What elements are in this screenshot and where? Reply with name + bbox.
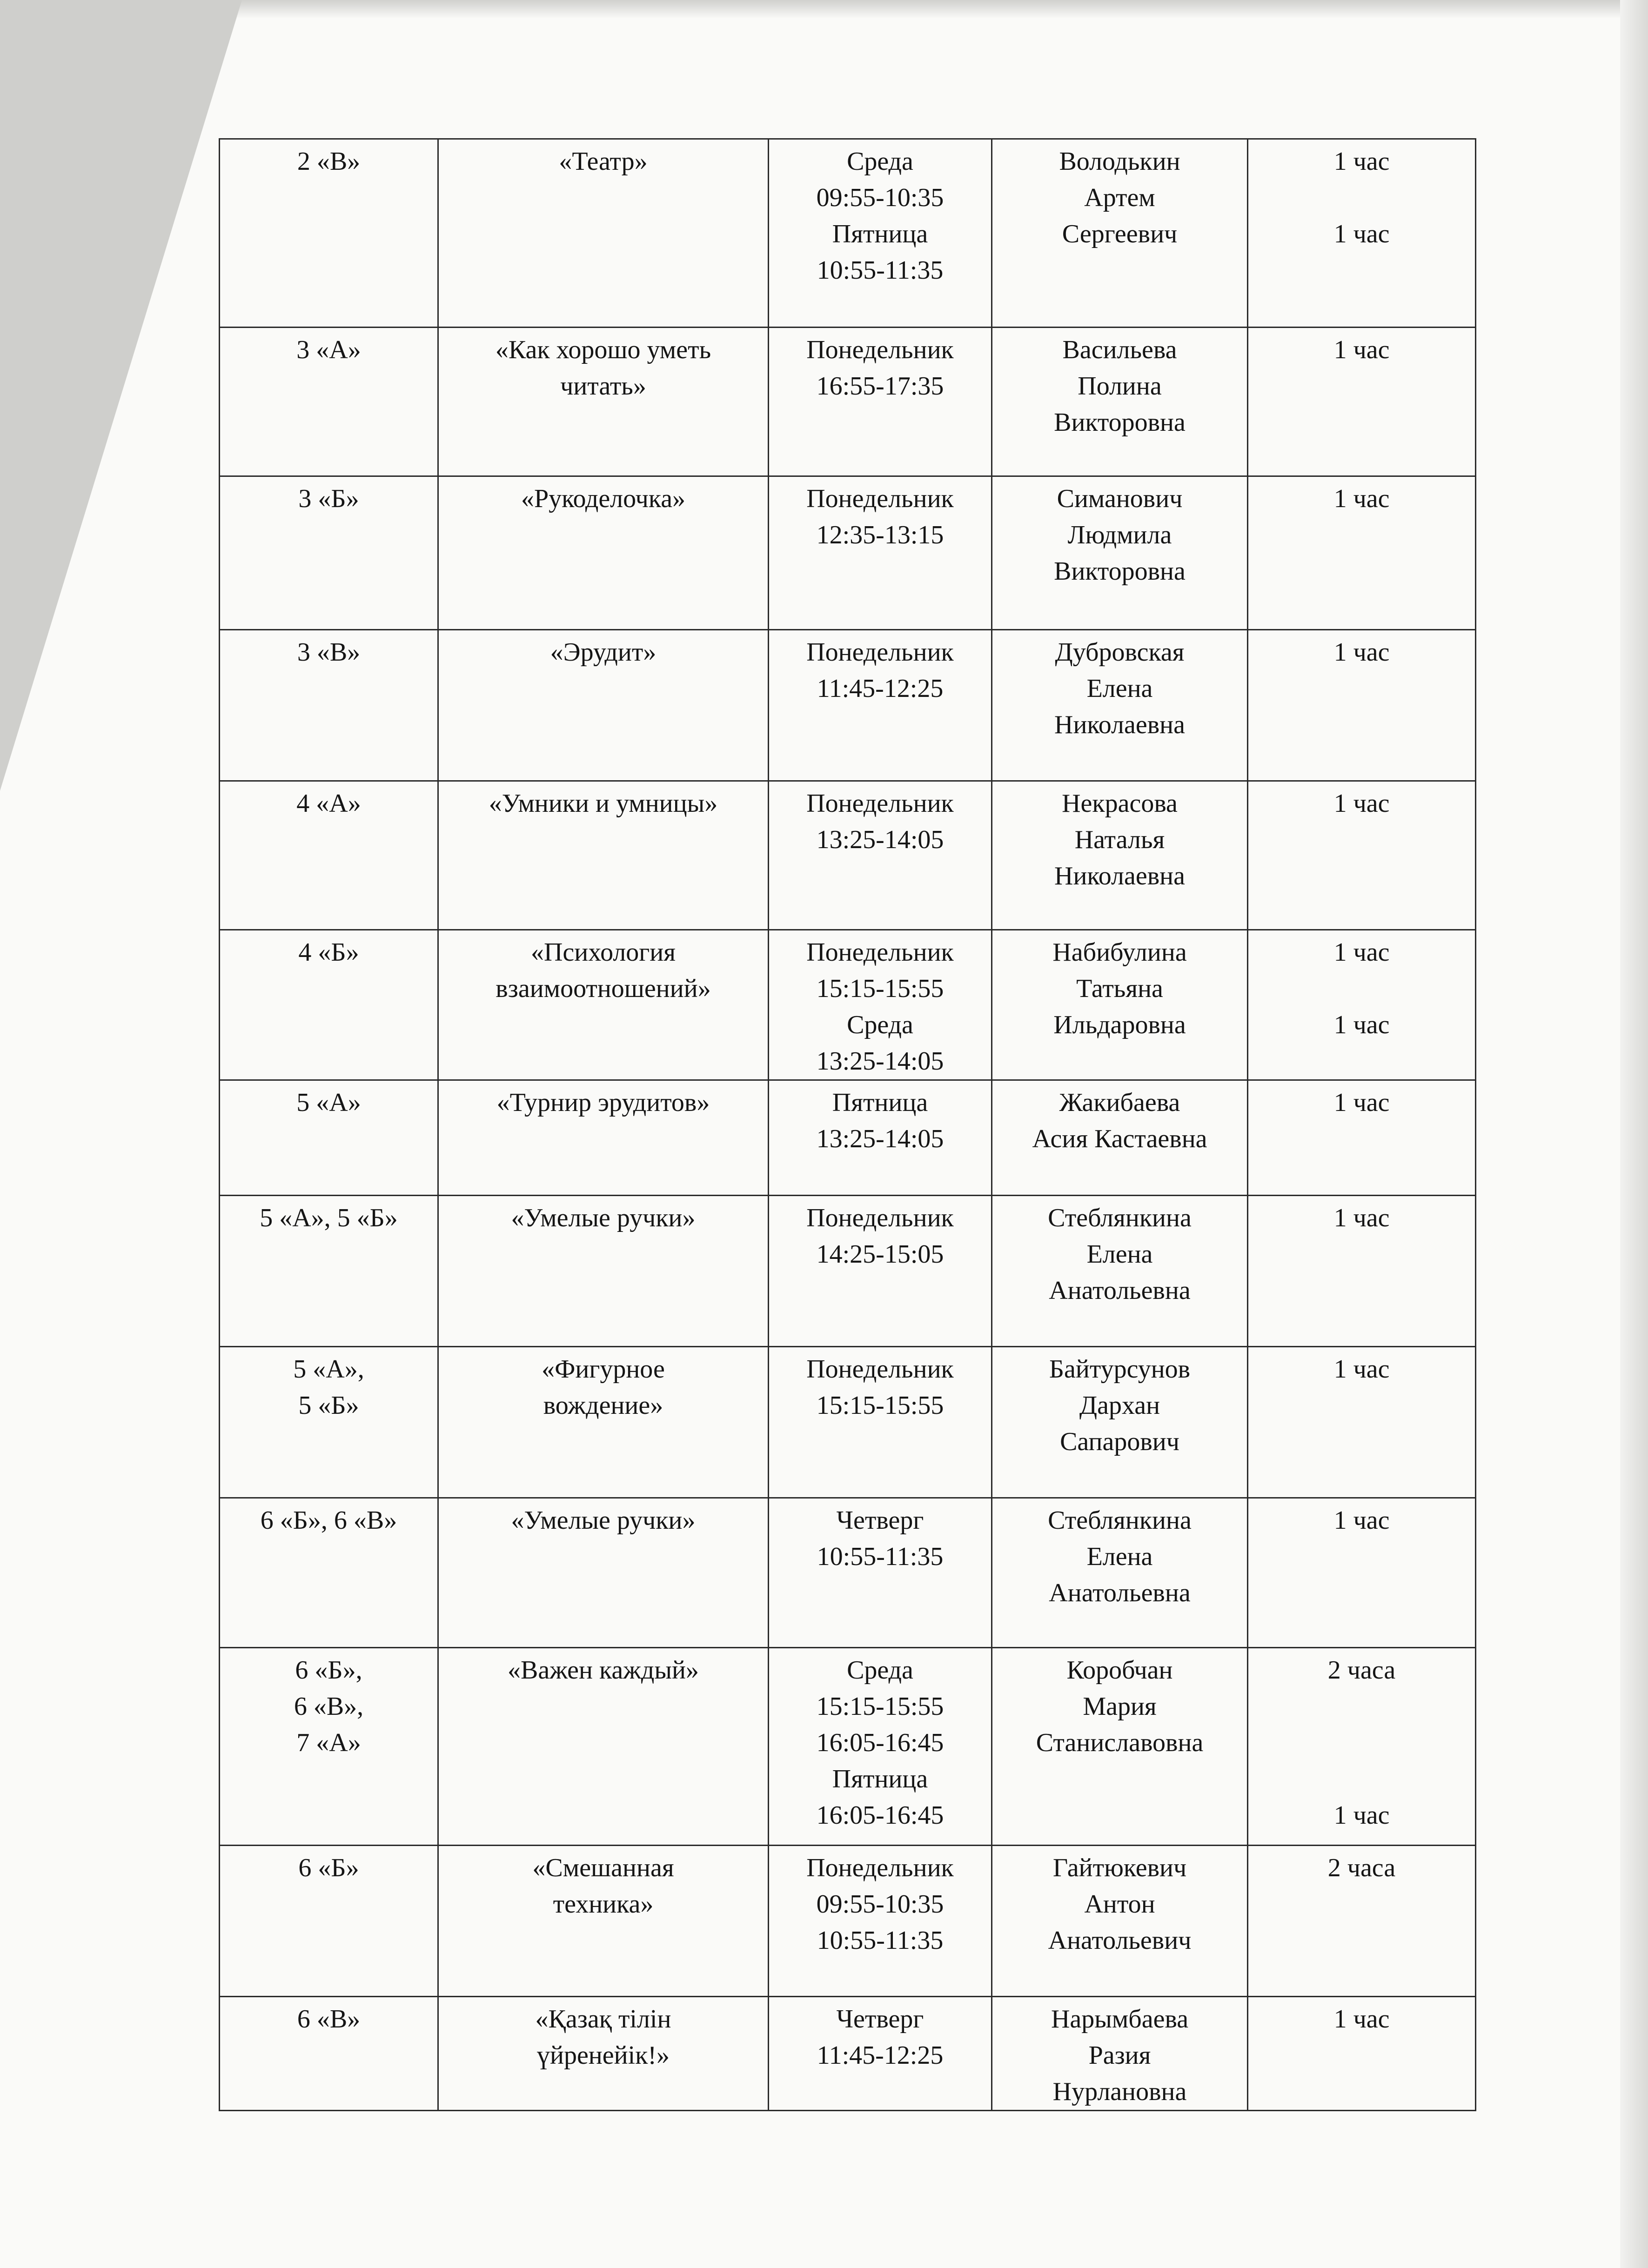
table-row xyxy=(220,930,1476,1080)
course-line: «Театр» xyxy=(559,147,648,176)
time-line: Среда xyxy=(847,147,913,176)
course-cell xyxy=(438,1080,769,1196)
time-line: Понедельник xyxy=(806,638,954,667)
time-cell xyxy=(769,1997,992,2111)
teacher-line: Гайтюкевич xyxy=(1052,1853,1187,1882)
teacher-line: Анатольевич xyxy=(1048,1926,1192,1955)
grade-cell xyxy=(220,1080,438,1196)
time-cell xyxy=(769,1846,992,1997)
grade-cell xyxy=(220,139,438,328)
grade-cell xyxy=(220,1196,438,1347)
course-line: читать» xyxy=(560,372,646,401)
teacher-line: Разия xyxy=(1088,2041,1151,2070)
time-line: Понедельник xyxy=(806,1204,954,1232)
course-line: «Умелые ручки» xyxy=(511,1506,696,1535)
grade-cell xyxy=(220,930,438,1080)
time-line: 16:05-16:45 xyxy=(816,1728,944,1757)
time-line: 11:45-12:25 xyxy=(817,2041,944,2070)
grade-cell xyxy=(220,1347,438,1498)
hours-line: 1 час xyxy=(1333,1010,1390,1039)
hours-cell xyxy=(1248,1997,1476,2111)
teacher-line: Наталья xyxy=(1074,825,1165,854)
teacher-line: Васильева xyxy=(1062,335,1177,364)
table-row xyxy=(220,476,1476,630)
teacher-line: Байтурсунов xyxy=(1049,1355,1191,1384)
hours-cell xyxy=(1248,139,1476,328)
time-line: 10:55-11:35 xyxy=(817,1926,944,1955)
grade-cell xyxy=(220,1846,438,1997)
grade-line: 6 «Б» xyxy=(298,1853,359,1882)
hours-cell xyxy=(1248,1648,1476,1846)
teacher-line: Набибулина xyxy=(1052,938,1187,967)
time-line: 12:35-13:15 xyxy=(816,521,944,549)
time-cell xyxy=(769,781,992,930)
table-row xyxy=(220,1648,1476,1846)
folded-corner xyxy=(0,0,242,791)
teacher-line: Дархан xyxy=(1079,1391,1160,1420)
grade-line: 3 «Б» xyxy=(298,484,359,513)
time-cell xyxy=(769,1196,992,1347)
course-line: үйренейік!» xyxy=(536,2041,670,2070)
time-cell xyxy=(769,1347,992,1498)
hours-line: 1 час xyxy=(1333,1088,1390,1117)
grade-line: 6 «В» xyxy=(297,2005,361,2034)
teacher-cell xyxy=(992,1648,1248,1846)
time-line: Среда xyxy=(847,1656,913,1685)
course-cell xyxy=(438,630,769,781)
teacher-line: Стеблянкина xyxy=(1048,1506,1192,1535)
course-line: «Эрудит» xyxy=(550,638,657,667)
time-cell xyxy=(769,328,992,476)
teacher-cell xyxy=(992,328,1248,476)
time-cell xyxy=(769,1498,992,1648)
teacher-cell xyxy=(992,1196,1248,1347)
grade-cell xyxy=(220,630,438,781)
hours-cell xyxy=(1248,476,1476,630)
time-line: Понедельник xyxy=(806,1853,954,1882)
course-line: «Турнир эрудитов» xyxy=(496,1088,710,1117)
schedule-body xyxy=(220,139,1476,2111)
teacher-cell xyxy=(992,930,1248,1080)
time-line: Четверг xyxy=(836,2005,924,2034)
teacher-line: Елена xyxy=(1086,1240,1153,1269)
time-line: 13:25-14:05 xyxy=(816,1124,944,1153)
time-line: Понедельник xyxy=(806,938,954,967)
time-line: 10:55-11:35 xyxy=(817,1542,944,1571)
hours-line: 1 час xyxy=(1333,638,1390,667)
teacher-line: Нурлановна xyxy=(1052,2077,1187,2106)
table-row xyxy=(220,1080,1476,1196)
time-line: Понедельник xyxy=(806,335,954,364)
hours-line: 1 час xyxy=(1333,938,1390,967)
grade-cell xyxy=(220,328,438,476)
grade-cell xyxy=(220,1648,438,1846)
course-cell xyxy=(438,1347,769,1498)
hours-line: 1 час xyxy=(1333,2005,1390,2034)
scan-top-shadow xyxy=(0,0,1648,19)
time-line: 16:55-17:35 xyxy=(816,372,944,401)
time-line: 09:55-10:35 xyxy=(816,1890,944,1919)
course-line: «Умники и умницы» xyxy=(489,789,718,818)
table-row xyxy=(220,630,1476,781)
time-line: 15:15-15:55 xyxy=(816,1692,944,1721)
hours-cell xyxy=(1248,1498,1476,1648)
grade-line: 4 «Б» xyxy=(298,938,359,967)
teacher-line: Людмила xyxy=(1067,521,1172,549)
scan-right-shadow xyxy=(1620,0,1648,2268)
teacher-line: Артем xyxy=(1084,183,1155,212)
hours-cell xyxy=(1248,1080,1476,1196)
course-cell xyxy=(438,930,769,1080)
teacher-line: Станиславовна xyxy=(1036,1728,1204,1757)
hours-line: 1 час xyxy=(1333,789,1390,818)
course-line: вождение» xyxy=(543,1391,663,1420)
table-row xyxy=(220,1846,1476,1997)
table-row xyxy=(220,1498,1476,1648)
teacher-line: Стеблянкина xyxy=(1048,1204,1192,1232)
table-row xyxy=(220,781,1476,930)
teacher-line: Антон xyxy=(1084,1890,1155,1919)
blank-line xyxy=(1253,1688,1470,1725)
hours-cell xyxy=(1248,1846,1476,1997)
grade-line: 6 «Б», 6 «В» xyxy=(260,1506,397,1535)
time-cell xyxy=(769,476,992,630)
blank-line xyxy=(1253,1761,1470,1797)
hours-line: 1 час xyxy=(1333,1801,1390,1830)
course-line: «Қазақ тілін xyxy=(535,2005,671,2034)
teacher-line: Татьяна xyxy=(1076,974,1163,1003)
teacher-cell xyxy=(992,1080,1248,1196)
grade-line: 3 «В» xyxy=(297,638,361,667)
course-line: техника» xyxy=(553,1890,654,1919)
teacher-line: Мария xyxy=(1083,1692,1157,1721)
hours-line: 1 час xyxy=(1333,1506,1390,1535)
table-row xyxy=(220,1196,1476,1347)
course-cell xyxy=(438,781,769,930)
teacher-line: Коробчан xyxy=(1066,1656,1173,1685)
course-cell xyxy=(438,476,769,630)
teacher-line: Анатольевна xyxy=(1049,1579,1191,1607)
time-line: Пятница xyxy=(832,1765,928,1793)
hours-line: 1 час xyxy=(1333,147,1390,176)
table-row xyxy=(220,328,1476,476)
hours-cell xyxy=(1248,930,1476,1080)
grade-line: 4 «А» xyxy=(296,789,361,818)
course-cell xyxy=(438,328,769,476)
grade-line: 6 «В», xyxy=(294,1692,364,1721)
blank-line xyxy=(1253,180,1470,216)
teacher-line: Сапарович xyxy=(1060,1427,1179,1456)
grade-line: 5 «А», 5 «Б» xyxy=(260,1204,398,1232)
teacher-line: Анатольевна xyxy=(1049,1276,1191,1305)
time-line: 13:25-14:05 xyxy=(816,1047,944,1076)
teacher-cell xyxy=(992,1846,1248,1997)
grade-line: 2 «В» xyxy=(297,147,361,176)
course-cell xyxy=(438,1498,769,1648)
course-cell xyxy=(438,1997,769,2111)
teacher-line: Жакибаева xyxy=(1059,1088,1180,1117)
teacher-line: Николаевна xyxy=(1054,710,1185,739)
hours-cell xyxy=(1248,781,1476,930)
time-line: 10:55-11:35 xyxy=(817,256,944,285)
hours-cell xyxy=(1248,1347,1476,1498)
grade-line: 5 «А», xyxy=(293,1355,364,1384)
course-line: взаимоотношений» xyxy=(496,974,711,1003)
course-line: «Психология xyxy=(530,938,676,967)
time-line: Понедельник xyxy=(806,1355,954,1384)
course-cell xyxy=(438,1196,769,1347)
grade-cell xyxy=(220,1498,438,1648)
grade-cell xyxy=(220,1997,438,2111)
teacher-line: Ильдаровна xyxy=(1053,1010,1186,1039)
teacher-line: Сергеевич xyxy=(1062,220,1178,248)
teacher-line: Викторовна xyxy=(1054,408,1186,437)
time-cell xyxy=(769,930,992,1080)
time-line: Среда xyxy=(847,1010,913,1039)
grade-cell xyxy=(220,476,438,630)
teacher-line: Елена xyxy=(1086,1542,1153,1571)
table-row xyxy=(220,1997,1476,2111)
teacher-line: Некрасова xyxy=(1062,789,1178,818)
time-line: 09:55-10:35 xyxy=(816,183,944,212)
hours-line: 1 час xyxy=(1333,335,1390,364)
time-line: Пятница xyxy=(832,220,928,248)
teacher-line: Елена xyxy=(1086,674,1153,703)
teacher-cell xyxy=(992,1498,1248,1648)
grade-cell xyxy=(220,781,438,930)
teacher-cell xyxy=(992,1347,1248,1498)
teacher-line: Нарымбаева xyxy=(1051,2005,1189,2034)
time-line: 13:25-14:05 xyxy=(816,825,944,854)
time-line: 15:15-15:55 xyxy=(816,974,944,1003)
course-cell xyxy=(438,139,769,328)
time-cell xyxy=(769,1648,992,1846)
teacher-line: Симанович xyxy=(1057,484,1183,513)
hours-line: 1 час xyxy=(1333,1204,1390,1232)
hours-cell xyxy=(1248,1196,1476,1347)
hours-line: 2 часа xyxy=(1327,1853,1396,1882)
teacher-cell xyxy=(992,630,1248,781)
time-cell xyxy=(769,1080,992,1196)
teacher-line: Дубровская xyxy=(1055,638,1185,667)
time-line: 16:05-16:45 xyxy=(816,1801,944,1830)
teacher-line: Асия Кастаевна xyxy=(1032,1124,1207,1153)
grade-line: 5 «А» xyxy=(296,1088,361,1117)
teacher-line: Николаевна xyxy=(1054,862,1185,890)
hours-line: 1 час xyxy=(1333,220,1390,248)
hours-cell xyxy=(1248,630,1476,781)
hours-line: 1 час xyxy=(1333,1355,1390,1384)
grade-line: 6 «Б», xyxy=(295,1656,362,1685)
time-cell xyxy=(769,630,992,781)
table-row xyxy=(220,139,1476,328)
teacher-cell xyxy=(992,139,1248,328)
time-line: Понедельник xyxy=(806,789,954,818)
course-line: «Смешанная xyxy=(532,1853,674,1882)
blank-line xyxy=(1253,1725,1470,1761)
time-line: Пятница xyxy=(832,1088,928,1117)
hours-cell xyxy=(1248,328,1476,476)
course-line: «Как хорошо уметь xyxy=(495,335,711,364)
teacher-cell xyxy=(992,1997,1248,2111)
time-line: 15:15-15:55 xyxy=(816,1391,944,1420)
course-cell xyxy=(438,1846,769,1997)
teacher-line: Полина xyxy=(1078,372,1162,401)
time-line: 14:25-15:05 xyxy=(816,1240,944,1269)
time-line: Понедельник xyxy=(806,484,954,513)
grade-line: 7 «А» xyxy=(296,1728,361,1757)
teacher-line: Викторовна xyxy=(1054,557,1186,586)
schedule-table xyxy=(219,138,1476,2111)
grade-line: 5 «Б» xyxy=(298,1391,359,1420)
time-line: Четверг xyxy=(836,1506,924,1535)
grade-line: 3 «А» xyxy=(296,335,361,364)
table-row xyxy=(220,1347,1476,1498)
course-line: «Фигурное xyxy=(542,1355,665,1384)
course-cell xyxy=(438,1648,769,1846)
time-cell xyxy=(769,139,992,328)
time-line: 11:45-12:25 xyxy=(817,674,944,703)
teacher-line: Володькин xyxy=(1059,147,1180,176)
hours-line: 1 час xyxy=(1333,484,1390,513)
teacher-cell xyxy=(992,781,1248,930)
teacher-cell xyxy=(992,476,1248,630)
hours-line: 2 часа xyxy=(1327,1656,1396,1685)
course-line: «Умелые ручки» xyxy=(511,1204,696,1232)
blank-line xyxy=(1253,970,1470,1007)
course-line: «Важен каждый» xyxy=(508,1656,699,1685)
course-line: «Рукоделочка» xyxy=(521,484,686,513)
